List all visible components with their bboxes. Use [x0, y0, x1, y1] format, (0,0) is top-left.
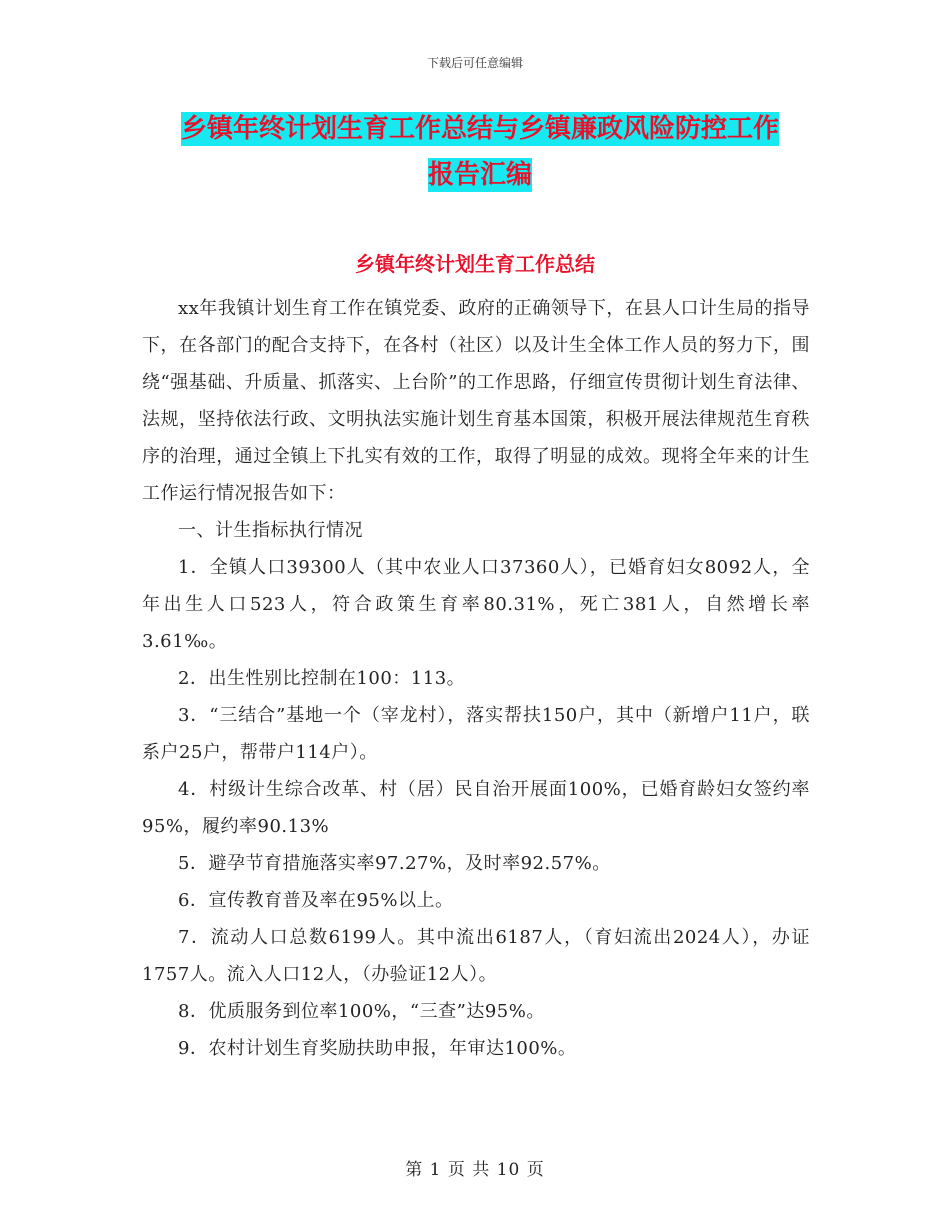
paragraph-heading-1: 一、计生指标执行情况	[178, 520, 363, 541]
paragraph-item-7: 7．流动人口总数6199人。其中流出6187人，（育妇流出2024人），办证1757人。流入人口12人，（办验证12人）。	[142, 927, 810, 985]
paragraph-intro: xx年我镇计划生育工作在镇党委、政府的正确领导下，在县人口计生局的指导下，在各部门的配合支持下，在各村（社区）以及计生全体工作人员的努力下，围绕“强基础、升质量、抓落实、上台阶”的工作思路，仔细宣传贯彻计划生育法律、法规，坚持依法行政、文明执法实施计划生育基本国策，积极开展法律规范生育秩序的治理，通过全镇上下扎实有效的工作，取得了明显的成效。现将全年来的计生工作运行情况报告如下：	[142, 298, 810, 504]
page-footer: 第 1 页 共 10 页	[405, 1160, 545, 1180]
paragraph-item-4: 4．村级计生综合改革、村（居）民自治开展面100%，已婚育龄妇女签约率95%，履约率90.13%	[142, 779, 810, 837]
paragraph-item-9: 9．农村计划生育奖励扶助申报，年审达100%。	[178, 1038, 577, 1059]
paragraph-item-3: 3．“三结合”基地一个（宰龙村），落实帮扶150户，其中（新增户11户，联系户25户，帮带户114户）。	[142, 705, 810, 763]
paragraph-item-6: 6．宣传教育普及率在95%以上。	[178, 890, 454, 911]
paragraph-item-1: 1．全镇人口39300人（其中农业人口37360人），已婚育妇女8092人，全年出生人口523人，符合政策生育率80.31%，死亡381人，自然增长率3.61‰。	[142, 557, 810, 652]
document-body	[142, 290, 810, 1067]
paragraph-item-2: 2．出生性别比控制在100：113。	[178, 668, 466, 689]
document-title-line2: 报告汇编	[427, 160, 532, 190]
paragraph-item-8: 8．优质服务到位率100%，“三查”达95%。	[178, 1001, 545, 1022]
section-title: 乡镇年终计划生育工作总结	[355, 252, 595, 276]
document-title	[120, 106, 840, 198]
paragraph-item-5: 5．避孕节育措施落实率97.27%，及时率92.57%。	[178, 853, 611, 874]
header-note: 下载后可任意编辑	[426, 56, 523, 70]
document-title-line1: 乡镇年终计划生育工作总结与乡镇廉政风险防控工作	[180, 114, 779, 144]
